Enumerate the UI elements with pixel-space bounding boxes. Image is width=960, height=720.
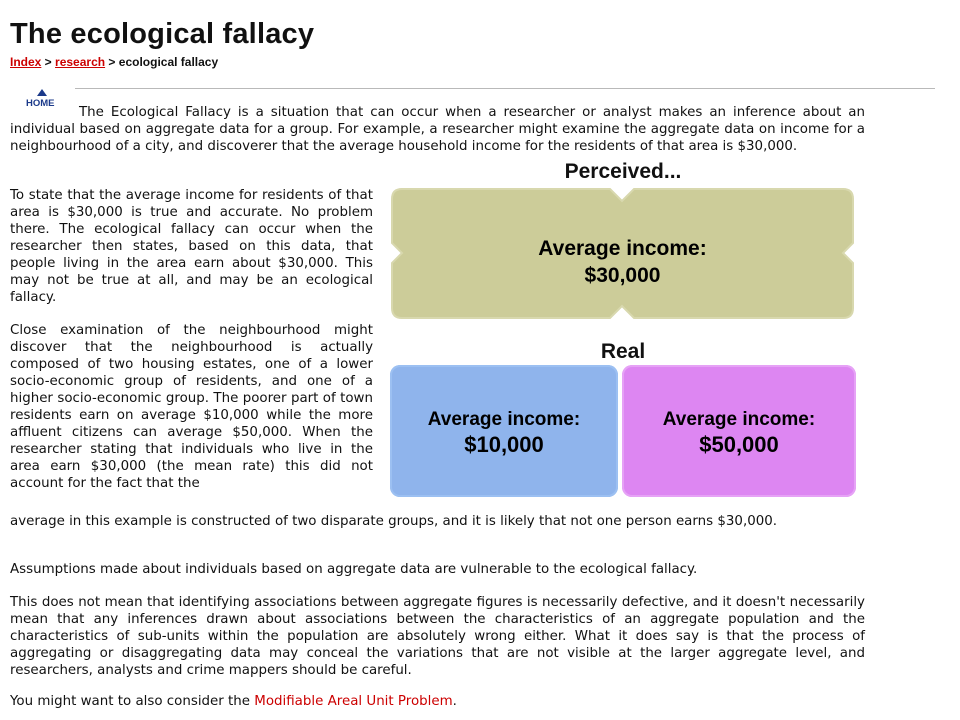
paragraph-caveat: This does not mean that identifying associations between aggregate figures is necessarily defective, and it doesn't necessarily mean that any inferences drawn about associations between the characteristics of an aggregate population and the characteristics of sub-units within the population are absolutely wrong either. What it does say is that the process of aggregating or disaggregating data may conceal the variations that are not visible at the larger aggregate level, and researchers, analysts and crime mappers should be careful. xyxy=(10,595,865,678)
low-income-value: $10,000 xyxy=(464,432,544,457)
home-arrow-icon xyxy=(37,89,47,96)
low-income-text xyxy=(390,407,618,457)
high-income-text xyxy=(622,407,856,457)
perceived-income-label: Average income: xyxy=(538,237,707,260)
breadcrumb-index-link[interactable]: Index xyxy=(10,55,42,69)
paragraph-statement: To state that the average income for residents of that area is $30,000 is true and accurate. No problem there. The ecological fallacy can occur when the researcher then states, based on this data, that people living in the area earn about $30,000. This may not be true at all, and may be an ecological fallacy. xyxy=(10,188,373,305)
high-income-label: Average income: xyxy=(662,409,816,430)
income-diagram xyxy=(390,160,856,500)
see-also-suffix: . xyxy=(452,694,457,709)
high-income-value: $50,000 xyxy=(699,432,779,457)
paragraph-assumptions: Assumptions made about individuals based on aggregate data are vulnerable to the ecological fallacy. xyxy=(10,562,698,577)
paragraph-examination: Close examination of the neighbourhood might discover that the neighbourhood is actually composed of two housing estates, one of a lower socio-economic group of residents, and one of a higher socio-economic group. The poorer part of town residents earn on average $10,000 while the more affluent citizens can average $50,000. When the researcher stating that individuals who live in the area earn $30,000 (the mean rate) this did not account for the fact that the xyxy=(10,323,373,491)
paragraph-intro: The Ecological Fallacy is a situation that can occur when a researcher or analyst makes an inference about an individual based on aggregate data for a group. For example, a researcher might examine the aggregate data on income for a neighbourhood of a city, and discoverer that the average household income for the residents of that area is $30,000. xyxy=(10,105,865,154)
high-income-box xyxy=(622,365,856,497)
page-title: The ecological fallacy xyxy=(10,18,315,50)
header-divider xyxy=(75,88,935,89)
see-also-prefix: You might want to also consider the xyxy=(10,694,255,709)
perceived-income-text xyxy=(390,235,855,289)
low-income-box xyxy=(390,365,618,497)
perceived-income-value: $30,000 xyxy=(584,264,661,287)
paragraph-see-also xyxy=(10,693,865,710)
perceived-label: Perceived... xyxy=(564,160,682,183)
breadcrumb-research-link[interactable]: research xyxy=(55,55,106,69)
breadcrumb-current: ecological fallacy xyxy=(118,55,219,69)
low-income-label: Average income: xyxy=(427,409,581,430)
real-label: Real xyxy=(600,340,646,363)
breadcrumb-separator: > xyxy=(105,55,119,69)
paragraph-examination-continued: average in this example is constructed of two disparate groups, and it is likely that not one person earns $30,000. xyxy=(10,514,778,529)
maup-link[interactable]: Modifiable Areal Unit Problem xyxy=(254,694,453,709)
home-label: HOME xyxy=(26,98,55,109)
breadcrumb xyxy=(10,55,218,69)
breadcrumb-separator: > xyxy=(41,55,56,69)
